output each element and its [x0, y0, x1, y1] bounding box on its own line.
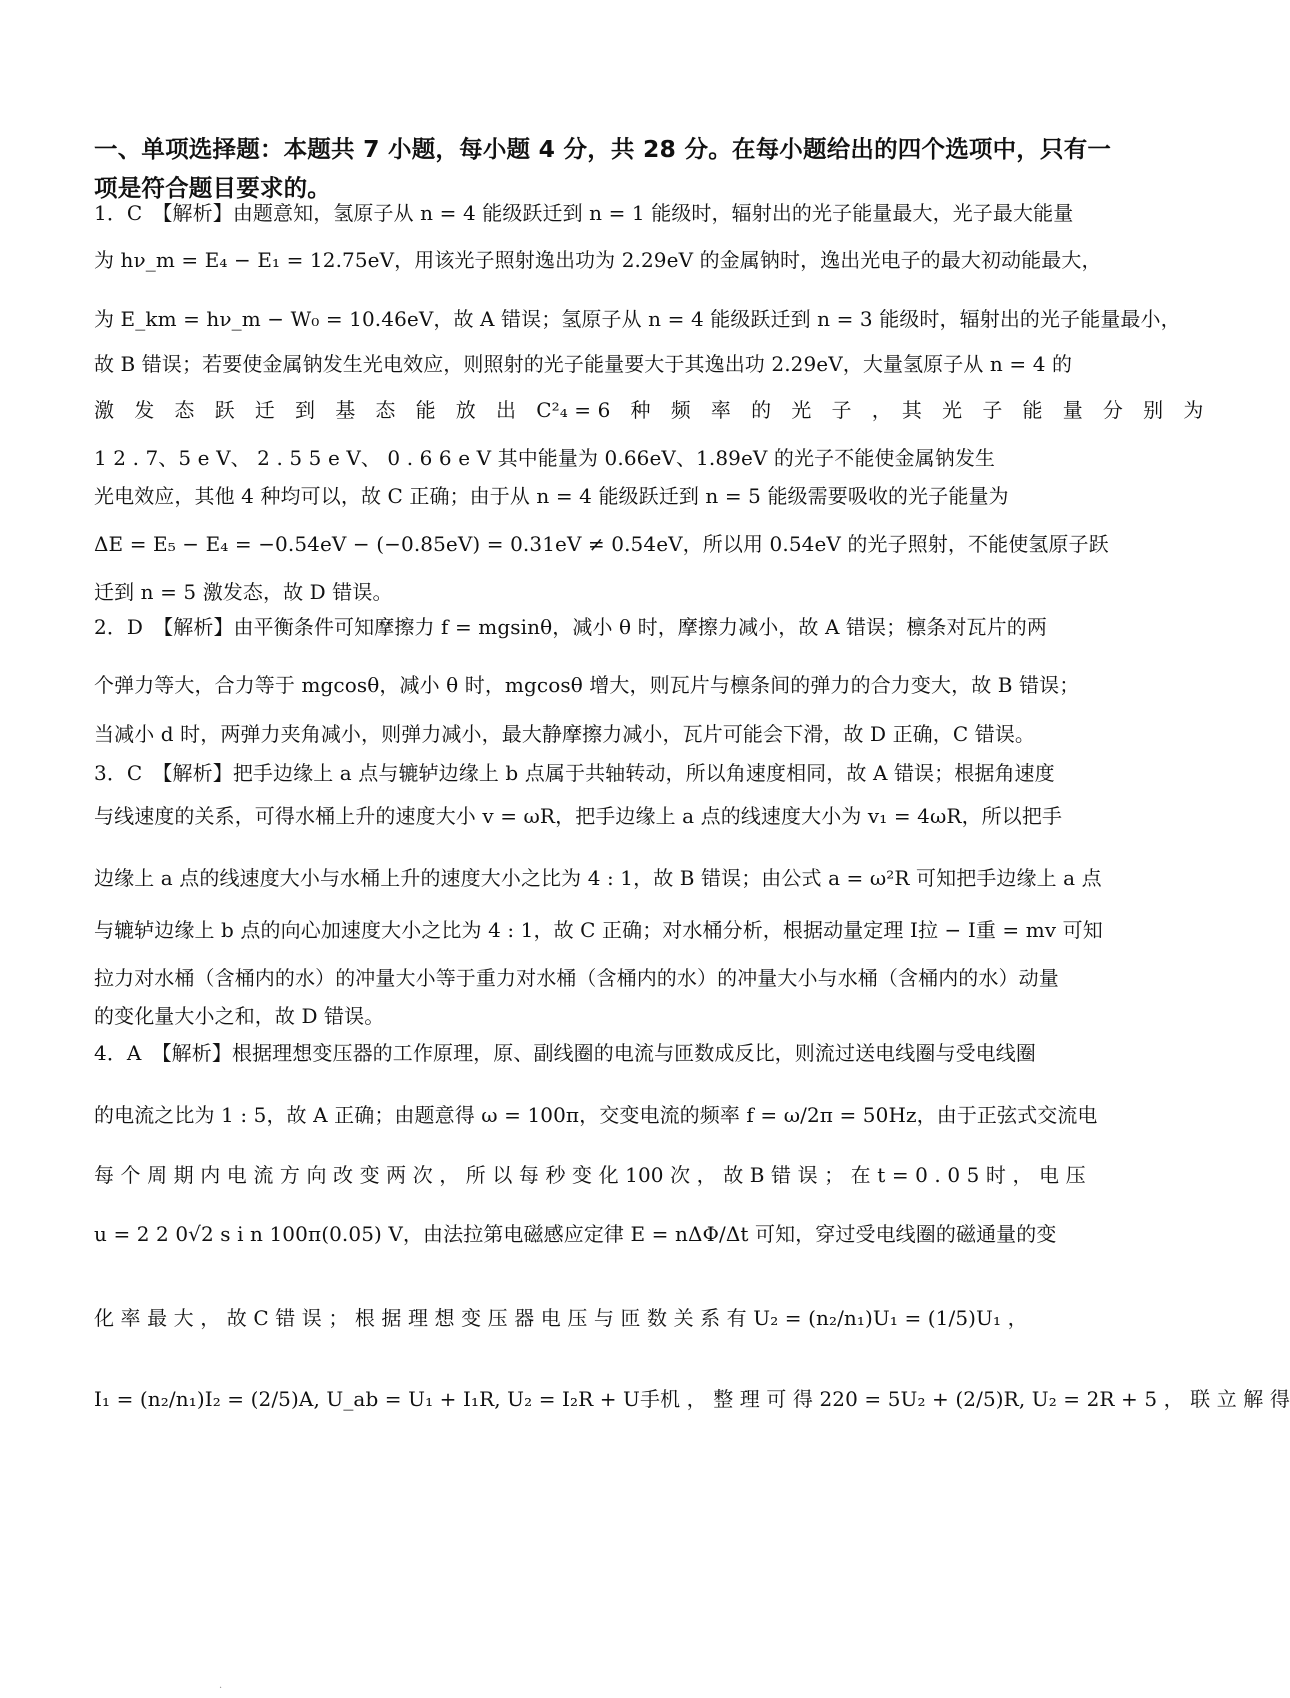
text-line: 的电流之比为 1 : 5，故 A 正确；由题意得 ω = 100π，交变电流的频率 f = ω/2π = 50Hz，由于正弦式交流电	[94, 1103, 1098, 1127]
text-line: 光电效应，其他 4 种均可以，故 C 正确；由于从 n = 4 能级跃迁到 n = 5 能级需要吸收的光子能量为	[94, 484, 1009, 508]
footer-mark: ·	[219, 1683, 223, 1694]
text-line: u = 2 2 0√2 s i n 100π(0.05) V，由法拉第电磁感应定律 E = nΔΦ/Δt 可知，穿过受电线圈的磁通量的变	[94, 1222, 1057, 1246]
section-heading: 一、单项选择题：本题共 7 小题，每小题 4 分，共 28 分。在每小题给出的四个选项中，只有一项是符合题目要求的。	[94, 135, 1112, 202]
text-line: 迁到 n = 5 激发态，故 D 错误。	[94, 580, 393, 604]
text-line: 个弹力等大，合力等于 mgcosθ，减小 θ 时，mgcosθ 增大，则瓦片与檩条间的弹力的合力变大，故 B 错误；	[94, 673, 1080, 697]
text-line: 与辘轳边缘上 b 点的向心加速度大小之比为 4 : 1，故 C 正确；对水桶分析，根据动量定理 I拉 − I重 = mv 可知	[94, 918, 1103, 942]
text-line: ΔE = E₅ − E₄ = −0.54eV − (−0.85eV) = 0.31eV ≠ 0.54eV，所以用 0.54eV 的光子照射，不能使氢原子跃	[94, 532, 1109, 556]
text-line: 拉力对水桶（含桶内的水）的冲量大小等于重力对水桶（含桶内的水）的冲量大小与水桶（含桶内的水）动量	[94, 966, 1059, 990]
text-line: 的变化量大小之和，故 D 错误。	[94, 1004, 385, 1028]
text-line: 3．C 【解析】把手边缘上 a 点与辘轳边缘上 b 点属于共轴转动，所以角速度相同，故 A 错误；根据角速度	[94, 761, 1055, 785]
text-line: 2．D 【解析】由平衡条件可知摩擦力 f = mgsinθ，减小 θ 时，摩擦力减小，故 A 错误；檩条对瓦片的两	[94, 615, 1047, 639]
text-line: 为 hν_m = E₄ − E₁ = 12.75eV，用该光子照射逸出功为 2.29eV 的金属钠时，逸出光电子的最大初动能最大，	[94, 248, 1102, 272]
text-line: 边缘上 a 点的线速度大小与水桶上升的速度大小之比为 4 : 1，故 B 错误；由公式 a = ω²R 可知把手边缘上 a 点	[94, 866, 1102, 890]
text-line: 与线速度的关系，可得水桶上升的速度大小 v = ωR，把手边缘上 a 点的线速度大小为 v₁ = 4ωR，所以把手	[94, 804, 1063, 828]
text-line: 激 发 态 跃 迁 到 基 态 能 放 出 C²₄ = 6 种 频 率 的 光 子 ， 其 光 子 能 量 分 别 为	[94, 398, 1204, 422]
text-line: 4．A 【解析】根据理想变压器的工作原理，原、副线圈的电流与匝数成反比，则流过送电线圈与受电线圈	[94, 1041, 1036, 1065]
text-line: 每 个 周 期 内 电 流 方 向 改 变 两 次 ， 所 以 每 秒 变 化 100 次 ， 故 B 错 误 ； 在 t = 0 . 0 5 时 ， 电 压	[94, 1163, 1086, 1187]
text-line: I₁ = (n₂/n₁)I₂ = (2/5)A, U_ab = U₁ + I₁R, U₂ = I₂R + U手机 ， 整 理 可 得 220 = 5U₂ + (2/5)R, U₂ = 2R + 5 ， 联 立 解 得	[94, 1387, 1290, 1411]
text-line: 当减小 d 时，两弹力夹角减小，则弹力减小，最大静摩擦力减小，瓦片可能会下滑，故 D 正确，C 错误。	[94, 722, 1036, 746]
text-line: 1．C 【解析】由题意知，氢原子从 n = 4 能级跃迁到 n = 1 能级时，辐射出的光子能量最大，光子最大能量	[94, 201, 1074, 225]
text-line: 故 B 错误；若要使金属钠发生光电效应，则照射的光子能量要大于其逸出功 2.29eV，大量氢原子从 n = 4 的	[94, 352, 1073, 376]
text-line: 1 2 . 7、5 e V、 2 . 5 5 e V、 0 . 6 6 e V 其中能量为 0.66eV、1.89eV 的光子不能使金属钠发生	[94, 446, 996, 470]
text-line: 化 率 最 大 ， 故 C 错 误 ； 根 据 理 想 变 压 器 电 压 与 匝 数 关 系 有 U₂ = (n₂/n₁)U₁ = (1/5)U₁ ，	[94, 1306, 1028, 1330]
text-line: 为 E_km = hν_m − W₀ = 10.46eV，故 A 错误；氢原子从 n = 4 能级跃迁到 n = 3 能级时，辐射出的光子能量最小，	[94, 307, 1181, 331]
